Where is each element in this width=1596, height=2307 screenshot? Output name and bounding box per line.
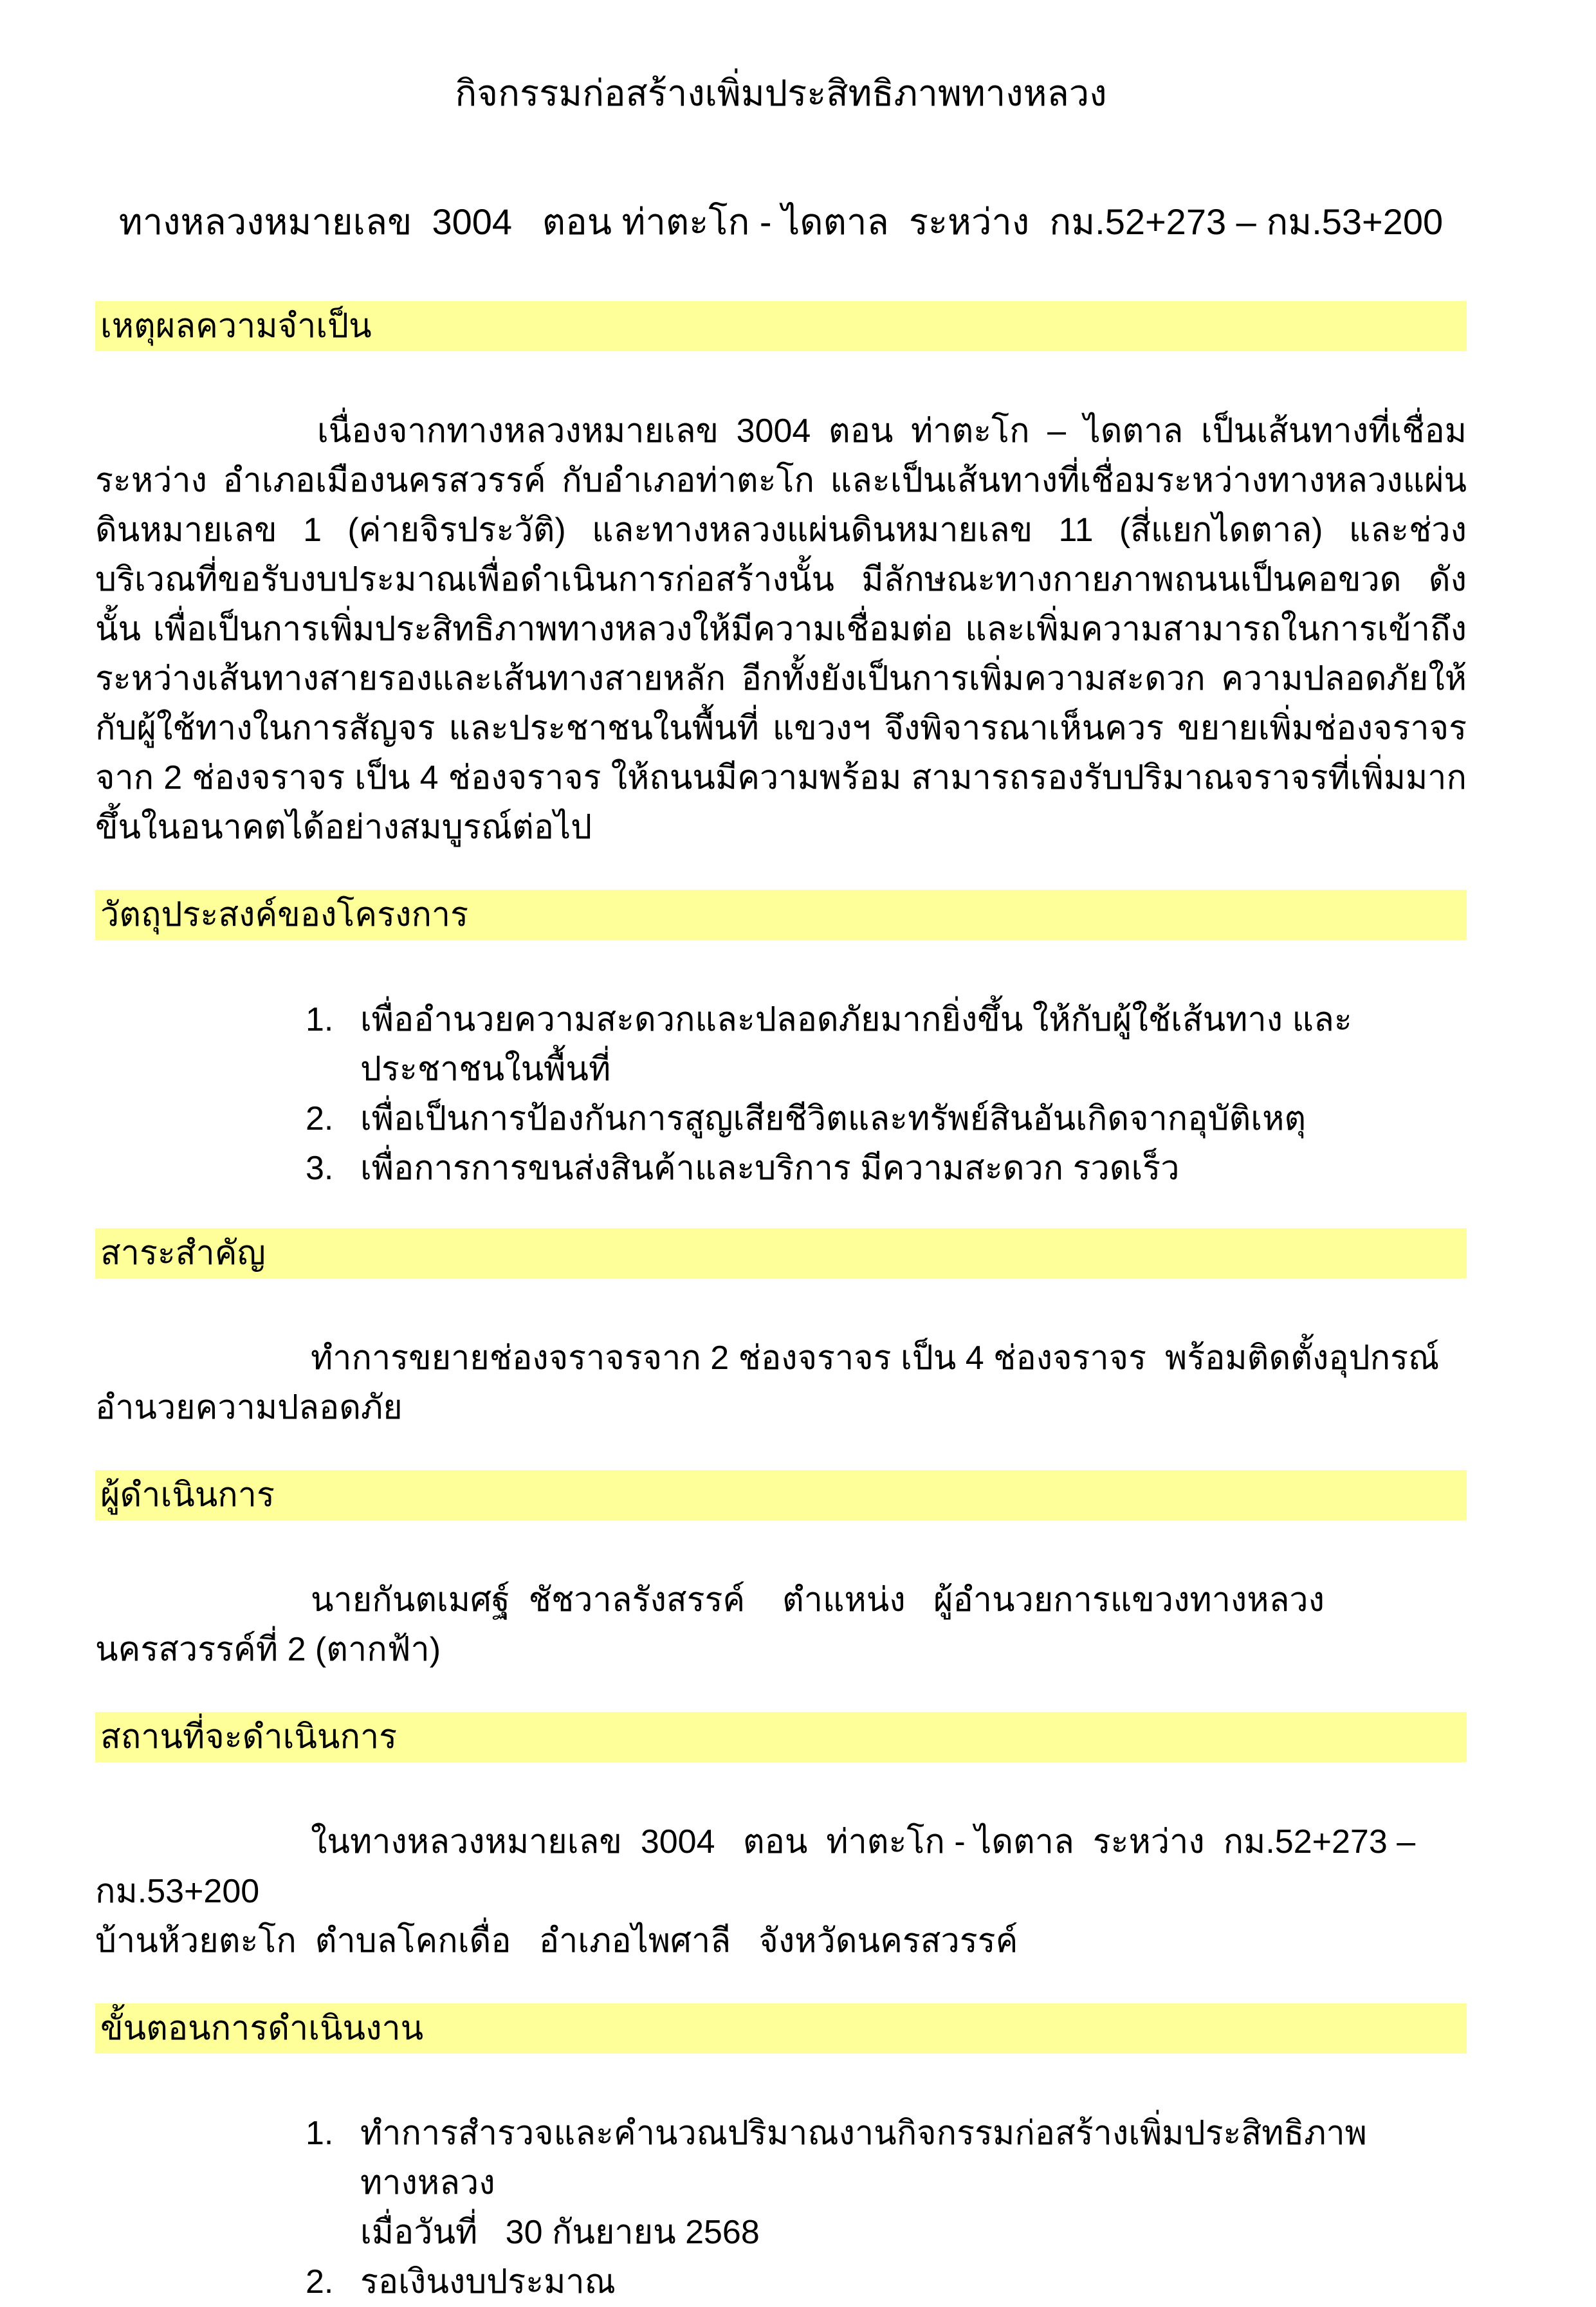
section-body-reason: เนื่องจากทางหลวงหมายเลข 3004 ตอน ท่าตะโก – ไดตาล เป็นเส้นทางที่เชื่อมระหว่าง อำเภอเมืองนครสวรรค์ กับอำเภอท่าตะโก และเป็นเส้นทางที่เชื่อมระหว่างทางหลวงแผ่นดินหมายเลข 1 (ค่ายจิรประวัติ) และทางหลวงแผ่นดินหมายเลข 11 (สี่แยกไดตาล) และช่วงบริเวณที่ขอรับงบประมาณเพื่อดำเนินการก่อสร้างนั้น มีลักษณะทางกายภาพถนนเป็นคอขวด ดังนั้น เพื่อเป็นการเพิ่มประสิทธิภาพทางหลวงให้มีความเชื่อมต่อ และเพิ่มความสามารถในการเข้าถึง ระหว่างเส้นทางสายรองและเส้นทางสายหลัก อีกทั้งยังเป็นการเพิ่มความสะดวก ความปลอดภัยให้กับผู้ใช้ทางในการสัญจร และประชาชนในพื้นที่ แขวงฯ จึงพิจารณาเห็นควร ขยายเพิ่มช่องจราจร จาก 2 ช่องจราจร เป็น 4 ช่องจราจร ให้ถนนมีความพร้อม สามารถรองรับปริมาณจราจรที่เพิ่มมากขึ้นในอนาคตได้อย่างสมบูรณ์ต่อไป [95,412,1467,846]
section-body-essence: ทำการขยายช่องจราจรจาก 2 ช่องจราจร เป็น 4 ช่องจราจร พร้อมติดตั้งอุปกรณ์อำนวยความปลอดภัย [95,1339,1440,1426]
section-header-essence: สาระสำคัญ [95,1228,1467,1278]
section-header-reason: เหตุผลความจำเป็น [95,301,1467,351]
list-item [95,2109,1467,2257]
objectives-list [95,995,1467,1193]
list-item-number: 2. [306,1100,334,1137]
section-body-location-line2: บ้านห้วยตะโก ตำบลโคกเดื่อ อำเภอไพศาลี จังหวัดนครสวรรค์ [95,1922,1018,1960]
list-item-text: เพื่อเป็นการป้องกันการสูญเสียชีวิตและทรัพย์สินอันเกิดจากอุบัติเหตุ [360,1100,1307,1137]
list-item-number: 1. [306,1001,334,1038]
list-item-text: เพื่อการการขนส่งสินค้าและบริการ มีความสะดวก รวดเร็ว [360,1150,1180,1187]
list-item [95,1144,1467,1193]
page-subtitle: ทางหลวงหมายเลข 3004 ตอน ท่าตะโก - ไดตาล ระหว่าง กม.52+273 – กม.53+200 [118,201,1444,242]
section-header-operator: ผู้ดำเนินการ [95,1470,1467,1520]
steps-list [95,2109,1467,2307]
section-header-steps: ขั้นตอนการดำเนินงาน [95,2003,1467,2054]
list-item-text: ทำการสำรวจและคำนวณปริมาณงานกิจกรรมก่อสร้างเพิ่มประสิทธิภาพทางหลวง [360,2115,1367,2201]
list-item [95,2257,1467,2307]
page-title: กิจกรรมก่อสร้างเพิ่มประสิทธิภาพทางหลวง [455,73,1107,113]
list-item-text: รอเงินงบประมาณ [360,2263,616,2301]
section-body-operator: นายกันตเมศฐ์ ชัชวาลรังสรรค์ ตำแหน่ง ผู้อำนวยการแขวงทางหลวงนครสวรรค์ที่ 2 (ตากฟ้า) [95,1581,1325,1668]
section-header-location: สถานที่จะดำเนินการ [95,1712,1467,1762]
list-item-number: 3. [306,1150,334,1187]
list-item-number: 1. [306,2115,334,2152]
list-item [95,995,1467,1094]
list-item-text: เพื่ออำนวยความสะดวกและปลอดภัยมากยิ่งขึ้น ให้กับผู้ใช้เส้นทาง และประชาชนในพื้นที่ [360,1001,1352,1088]
list-item-number: 2. [306,2263,334,2301]
list-item [95,1094,1467,1144]
list-item-text: เมื่อวันที่ 30 กันยายน 2568 [360,2214,760,2251]
section-body-location-line1: ในทางหลวงหมายเลข 3004 ตอน ท่าตะโก - ไดตาล ระหว่าง กม.52+273 – กม.53+200 [95,1823,1425,1910]
section-header-objectives: วัตถุประสงค์ของโครงการ [95,890,1467,940]
